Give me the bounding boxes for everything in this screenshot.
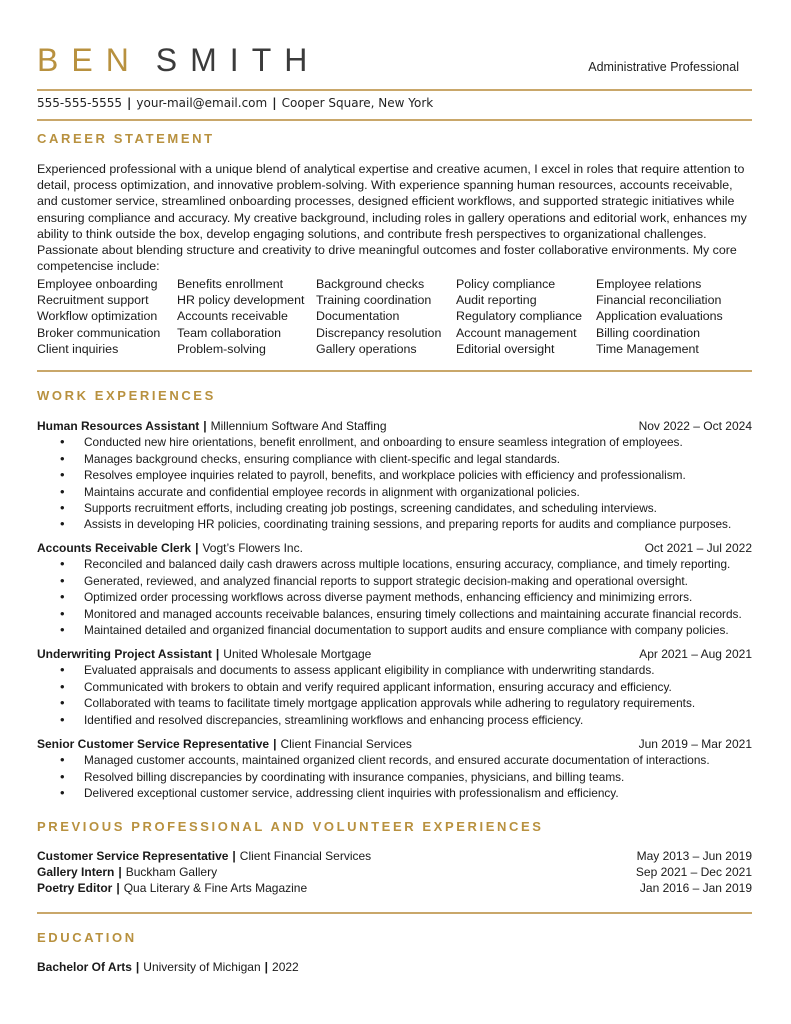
previous-org: Qua Literary & Fine Arts Magazine [123, 880, 308, 895]
job-entry [37, 736, 752, 802]
job-title: Underwriting Project Assistant [37, 647, 212, 661]
separator: | [127, 96, 132, 110]
section-divider [37, 370, 752, 372]
email-address: your-mail@email.com [136, 96, 268, 110]
job-bullet-list [37, 662, 752, 728]
competency-item: Accounts receivable [177, 309, 288, 324]
job-bullet: • Collaborated with teams to facilitate timely mortgage application approvals while adhering to regulatory requirements. [37, 695, 752, 711]
competency-item: Employee onboarding [37, 277, 158, 291]
job-bullet-list [37, 752, 752, 801]
last-name: SMITH [155, 42, 321, 78]
competency-item: Broker communication [37, 325, 161, 340]
location: Cooper Square, New York [281, 96, 434, 110]
job-bullet: • Managed customer accounts, maintained organized client records, and ensured accurate documentation of interactions. [37, 752, 752, 768]
job-bullet: • Delivered exceptional customer service, addressing client inquiries with professionalism and efficiency. [37, 785, 752, 801]
previous-dates: Jan 2016 – Jan 2019 [639, 880, 752, 895]
previous-title: Poetry Editor [37, 880, 113, 895]
job-role: Administrative Professional [588, 60, 739, 74]
job-bullet: • Generated, reviewed, and analyzed financial reports to support strategic decision-making and operational oversight. [37, 573, 752, 589]
job-bullet: • Resolves employee inquiries related to payroll, benefits, and workplace policies with efficiency and professionalism. [37, 467, 752, 483]
competency-item: Benefits enrollment [177, 277, 284, 291]
separator: | [272, 96, 277, 110]
school: University of Michigan [143, 960, 261, 974]
previous-experience-list [37, 849, 752, 896]
competency-column [456, 276, 582, 357]
contact-divider [37, 119, 752, 121]
job-title: Human Resources Assistant [37, 419, 200, 433]
competency-item: Documentation [316, 309, 400, 324]
competency-column [37, 276, 160, 357]
company-name: Client Financial Services [280, 737, 412, 751]
job-bullet: • Conducted new hire orientations, benefit enrollment, and onboarding to ensure seamless integration of employees. [37, 434, 752, 450]
competency-item: Audit reporting [456, 293, 537, 308]
competency-item: Problem-solving [177, 341, 266, 356]
job-header: Human Resources Assistant | Millennium Software And Staffing Nov 2022 – Oct 2024 [37, 419, 752, 433]
job-entry [37, 418, 752, 533]
company-name: Vogt’s Flowers Inc. [202, 541, 303, 555]
candidate-name [37, 40, 320, 80]
competency-item: HR policy development [177, 293, 305, 308]
previous-dates: Sep 2021 – Dec 2021 [635, 864, 752, 879]
job-bullet: • Reconciled and balanced daily cash drawers across multiple locations, ensuring accuracy, compliance, and timely reporting. [37, 556, 752, 572]
previous-title: Customer Service Representative [37, 849, 229, 863]
job-bullet: • Assists in developing HR policies, coordinating training sessions, and preparing reports for audits and compliance purposes. [37, 516, 752, 532]
competency-item: Financial reconciliation [596, 293, 722, 308]
job-title: Accounts Receivable Clerk [37, 541, 192, 555]
previous-org: Buckham Gallery [125, 864, 218, 879]
competency-item: Gallery operations [316, 341, 417, 356]
competency-item: Recruitment support [37, 293, 149, 308]
job-bullet: • Identified and resolved discrepancies, streamlining workflows and enhancing process efficiency. [37, 712, 752, 728]
phone-number: 555-555-5555 [37, 96, 123, 110]
company-name: United Wholesale Mortgage [223, 647, 372, 661]
section-divider [37, 912, 752, 914]
previous-experience-item: Gallery Intern | Buckham Gallery Sep 2021 – Dec 2021 [37, 864, 752, 879]
previous-org: Client Financial Services [239, 849, 372, 863]
competency-item: Application evaluations [596, 309, 723, 324]
first-name: BEN [37, 42, 142, 78]
job-bullet: • Maintained detailed and organized financial documentation to support audits and ensure compliance with company policies. [37, 622, 752, 638]
graduation-year: 2022 [272, 960, 299, 974]
competency-item: Team collaboration [177, 325, 282, 340]
job-dates: Nov 2022 – Oct 2024 [638, 419, 752, 433]
education-heading: EDUCATION [37, 930, 137, 945]
header-divider [37, 89, 752, 91]
job-dates: Apr 2021 – Aug 2021 [639, 647, 752, 661]
previous-title: Gallery Intern [37, 864, 115, 879]
contact-line [37, 96, 433, 110]
job-bullet: • Maintains accurate and confidential employee records in alignment with organizational policies. [37, 484, 752, 500]
job-bullet: • Monitored and managed accounts receivable balances, ensuring timely collections and maintaining accurate financial records. [37, 606, 752, 622]
career-statement-text: Experienced professional with a unique blend of analytical expertise and creative acumen, I excel in roles that require attention to detail, process optimization, and innovative problem-solving. With experience spanning human resources, accounts receivable, and customer service, streamlined onboarding processes, designed efficient workflows, and supported strategic initiatives while ensuring compliance and accuracy. My creative background, including roles in gallery operations and editorial work, enhances my ability to think outside the box, develop engaging solutions, and contribute fresh perspectives to organizational challenges. Passionate about blending structure and creativity to drive meaningful outcomes and foster collaborative environments. My core competencise include: [37, 162, 747, 274]
competency-item: Discrepancy resolution [316, 325, 442, 340]
competency-item: Background checks [316, 277, 425, 291]
job-dates: Jun 2019 – Mar 2021 [638, 737, 752, 751]
job-bullet: • Evaluated appraisals and documents to assess applicant eligibility in compliance with underwriting standards. [37, 662, 752, 678]
competency-item: Regulatory compliance [456, 309, 583, 324]
competency-item: Training coordination [316, 293, 432, 308]
work-experiences-heading: WORK EXPERIENCES [37, 388, 216, 403]
job-bullet: • Communicated with brokers to obtain and verify required applicant information, ensuring accuracy and efficiency. [37, 679, 752, 695]
competency-item: Billing coordination [596, 325, 701, 340]
job-header: Accounts Receivable Clerk | Vogt’s Flowers Inc. Oct 2021 – Jul 2022 [37, 541, 752, 555]
job-entry [37, 646, 752, 728]
competency-item: Account management [456, 325, 577, 340]
job-bullet: • Supports recruitment efforts, including creating job postings, screening candidates, and scheduling interviews. [37, 500, 752, 516]
career-statement-heading: CAREER STATEMENT [37, 131, 215, 146]
previous-dates: May 2013 – Jun 2019 [636, 849, 752, 863]
job-title: Senior Customer Service Representative [37, 737, 270, 751]
job-bullet: • Manages background checks, ensuring compliance with client-specific and legal standards. [37, 451, 752, 467]
competency-column [177, 276, 304, 357]
education-item: Bachelor Of Arts | University of Michigan | 2022 [37, 960, 299, 974]
competency-item: Editorial oversight [456, 341, 555, 356]
competency-item: Client inquiries [37, 341, 119, 356]
competency-item: Employee relations [596, 277, 702, 291]
competency-column [316, 276, 441, 357]
job-entry [37, 540, 752, 638]
job-bullet: • Resolved billing discrepancies by coordinating with insurance companies, physicians, and billing teams. [37, 769, 752, 785]
competency-item: Policy compliance [456, 277, 556, 291]
job-bullet-list [37, 434, 752, 532]
job-bullet-list [37, 556, 752, 638]
competency-item: Time Management [596, 341, 699, 356]
education-entry [37, 960, 752, 976]
job-header: Underwriting Project Assistant | United Wholesale Mortgage Apr 2021 – Aug 2021 [37, 647, 752, 661]
company-name: Millennium Software And Staffing [210, 419, 387, 433]
previous-experiences-heading: PREVIOUS PROFESSIONAL AND VOLUNTEER EXPERIENCES [37, 819, 544, 834]
competency-item: Workflow optimization [37, 309, 158, 324]
degree: Bachelor Of Arts [37, 960, 132, 974]
job-bullet: • Optimized order processing workflows across diverse payment methods, enhancing efficiency and minimizing errors. [37, 589, 752, 605]
previous-experience-item: Poetry Editor | Qua Literary & Fine Arts Magazine Jan 2016 – Jan 2019 [37, 880, 752, 895]
competency-column [596, 276, 723, 357]
job-dates: Oct 2021 – Jul 2022 [644, 541, 752, 555]
previous-experience-item: Customer Service Representative | Client Financial Services May 2013 – Jun 2019 [37, 849, 752, 863]
job-header: Senior Customer Service Representative | Client Financial Services Jun 2019 – Mar 2021 [37, 737, 752, 751]
